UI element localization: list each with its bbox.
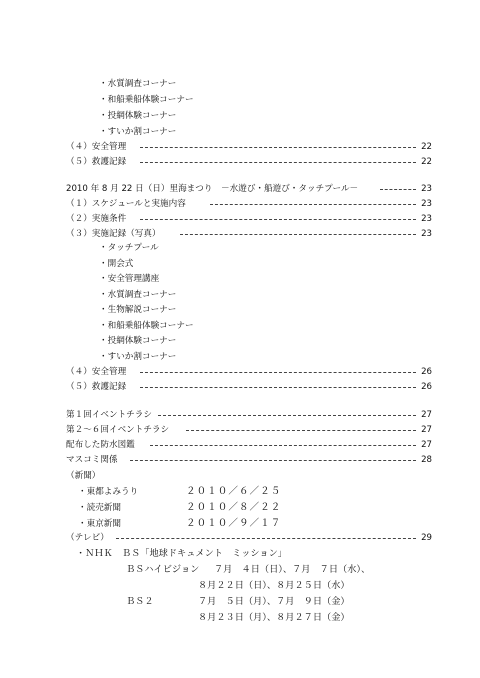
toc-row[interactable] xyxy=(0,156,480,168)
toc-row-label: （４）安全管理 xyxy=(66,367,127,377)
dot-leader xyxy=(186,430,416,431)
dot-leader xyxy=(140,219,416,220)
list-item: ・開会式 xyxy=(99,259,134,269)
toc-row-page: 23 xyxy=(421,184,432,194)
toc-row-label: （５）救護記録 xyxy=(66,157,127,167)
dot-leader xyxy=(150,445,416,446)
toc-row-label: マスコミ関係 xyxy=(66,455,118,465)
tv-channel: ＢＳハイビジョン xyxy=(126,564,200,575)
toc-row-page: 27 xyxy=(421,410,432,420)
toc-row-label: 配布した防水図鑑 xyxy=(66,440,135,450)
dot-leader xyxy=(140,372,416,373)
toc-row[interactable] xyxy=(0,213,480,225)
list-item: ・すいか割コーナー xyxy=(99,352,177,362)
toc-row[interactable] xyxy=(0,381,480,393)
newspaper-name: ・読売新聞 xyxy=(78,503,121,513)
list-item: ・水質調査コーナー xyxy=(99,290,177,300)
tv-airdates: ７月 ４日（日）、７月 ７日（水）、 xyxy=(214,564,371,575)
toc-row[interactable] xyxy=(0,228,480,240)
toc-row-label: （テレビ） xyxy=(66,533,109,543)
list-item: ・投網体験コーナー xyxy=(99,336,177,346)
dot-leader xyxy=(210,204,416,205)
list-item: ・和船乗船体験コーナー xyxy=(99,321,194,331)
toc-row-page: 23 xyxy=(421,214,432,224)
toc-row-page: 23 xyxy=(421,199,432,209)
list-item: ・タッチプール xyxy=(99,243,159,253)
newspaper-date: ２０１０／８／２２ xyxy=(186,502,282,513)
toc-row[interactable] xyxy=(0,424,480,436)
toc-row-label: （２）実施条件 xyxy=(66,214,127,224)
toc-row[interactable] xyxy=(0,454,480,466)
list-item: ・投網体験コーナー xyxy=(99,111,177,121)
toc-row-label: （５）救護記録 xyxy=(66,382,127,392)
toc-row-label: （４）安全管理 xyxy=(66,142,127,152)
tv-airdates: ８月２３日（月）、８月２７日（金） xyxy=(198,612,350,623)
dot-leader xyxy=(380,189,416,190)
toc-row-label: （３）実施記録（写真） xyxy=(66,229,161,239)
tv-program: ・ＮＨＫ ＢＳ「地球ドキュメント ミッション」 xyxy=(76,548,287,559)
newspaper-name: ・東都よみうり xyxy=(78,487,139,497)
toc-row-page: 26 xyxy=(421,382,432,392)
dot-leader xyxy=(116,538,416,539)
toc-row-label: 第２～６回イベントチラシ xyxy=(66,425,170,435)
list-item: ・生物解説コーナー xyxy=(99,305,177,315)
toc-row-page: 23 xyxy=(421,229,432,239)
toc-row[interactable] xyxy=(0,366,480,378)
newspaper-date: ２０１０／９／１７ xyxy=(186,518,282,529)
newspaper-heading: （新聞） xyxy=(66,471,101,481)
toc-event-title-row[interactable] xyxy=(0,183,480,195)
dot-leader xyxy=(140,387,416,388)
newspaper-date: ２０１０／６／２５ xyxy=(186,486,282,497)
event-title: 2010 年 8 月 22 日（日）里海まつり －水遊び・船遊び・タッチプール－ xyxy=(66,184,359,194)
list-item: ・水質調査コーナー xyxy=(99,79,177,89)
toc-row-page: 29 xyxy=(421,533,432,543)
dot-leader xyxy=(140,162,416,163)
tv-channel: ＢＳ２ xyxy=(126,596,154,607)
tv-airdates: ７月 ５日（月）、７月 ９日（金） xyxy=(198,596,350,607)
toc-row-page: 28 xyxy=(421,455,432,465)
list-item: ・和船乗船体験コーナー xyxy=(99,95,194,105)
dot-leader xyxy=(180,234,416,235)
toc-row-label: （１）スケジュールと実施内容 xyxy=(66,199,186,209)
toc-row-label: 第１回イベントチラシ xyxy=(66,410,152,420)
toc-row-page: 22 xyxy=(421,157,432,167)
dot-leader xyxy=(140,147,416,148)
newspaper-name: ・東京新聞 xyxy=(78,519,121,529)
dot-leader xyxy=(130,460,416,461)
toc-row[interactable] xyxy=(0,409,480,421)
toc-row[interactable] xyxy=(0,439,480,451)
toc-row[interactable] xyxy=(0,532,480,544)
dot-leader xyxy=(158,415,416,416)
toc-row[interactable] xyxy=(0,198,480,210)
list-item: ・安全管理講座 xyxy=(99,274,160,284)
toc-row-page: 27 xyxy=(421,440,432,450)
toc-row-page: 26 xyxy=(421,367,432,377)
toc-row-page: 27 xyxy=(421,425,432,435)
toc-row[interactable] xyxy=(0,141,480,153)
toc-row-page: 22 xyxy=(421,142,432,152)
tv-airdates: ８月２２日（日）、８月２５日（水） xyxy=(198,580,350,591)
list-item: ・すいか割コーナー xyxy=(99,127,177,137)
